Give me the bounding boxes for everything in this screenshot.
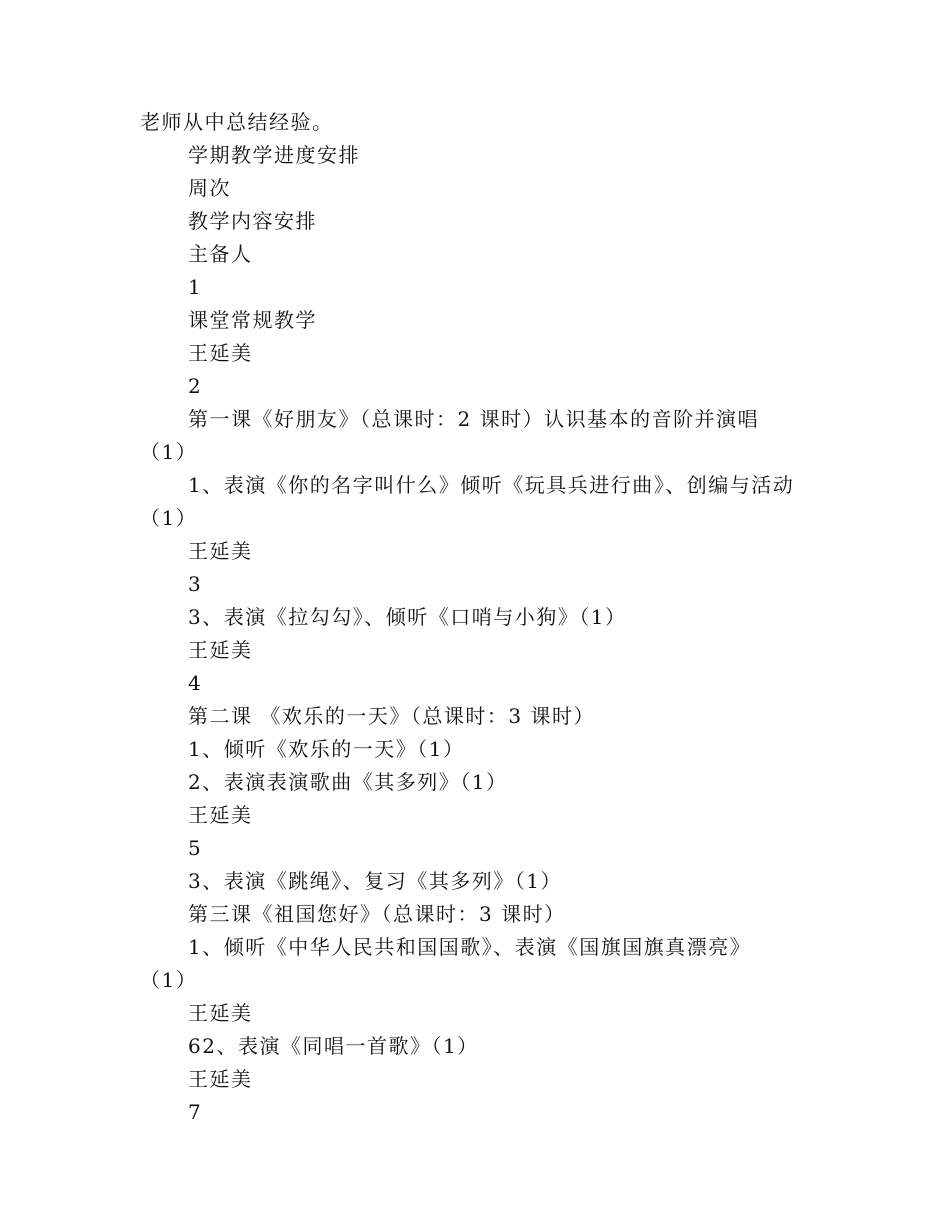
content-line: 62、表演《同唱一首歌》（1） <box>188 1034 479 1058</box>
week-number: 4 <box>188 671 203 695</box>
week-number: 3 <box>188 572 203 596</box>
week-number: 5 <box>188 836 203 860</box>
header-week: 周次 <box>188 176 231 200</box>
content-line: 1、倾听《欢乐的一天》（1） <box>188 737 465 761</box>
content-line: 1、倾听《中华人民共和国国歌》、表演《国旗国旗真漂亮》 <box>188 935 752 959</box>
content-line: 第一课《好朋友》（总课时：2 课时）认识基本的音阶并演唱 <box>188 407 760 431</box>
content-line: 第三课《祖国您好》（总课时：3 课时） <box>188 902 566 926</box>
preparer-name: 王延美 <box>188 638 253 662</box>
content-line-wrap: （1） <box>140 968 198 992</box>
header-content: 教学内容安排 <box>188 209 317 233</box>
preparer-name: 王延美 <box>188 803 253 827</box>
content-line: 3、表演《跳绳》、复习《其多列》（1） <box>188 869 562 893</box>
content-line: 1、表演《你的名字叫什么》倾听《玩具兵进行曲》、创编与活动 <box>188 473 795 497</box>
preparer-name: 王延美 <box>188 341 253 365</box>
schedule-title: 学期教学进度安排 <box>188 143 360 167</box>
content-line: 3、表演《拉勾勾》、倾听《口哨与小狗》（1） <box>188 605 627 629</box>
preparer-name: 王延美 <box>188 1067 253 1091</box>
week-number: 1 <box>188 275 203 299</box>
week-number: 7 <box>188 1100 203 1124</box>
week-number: 2 <box>188 374 203 398</box>
preparer-name: 王延美 <box>188 1001 253 1025</box>
content-line-wrap: （1） <box>140 506 198 530</box>
header-preparer: 主备人 <box>188 242 253 266</box>
content-line: 2、表演表演歌曲《其多列》（1） <box>188 770 508 794</box>
content-line-wrap: （1） <box>140 440 198 464</box>
preparer-name: 王延美 <box>188 539 253 563</box>
text-line-summary: 老师从中总结经验。 <box>140 110 334 134</box>
content-line: 课堂常规教学 <box>188 308 317 332</box>
content-line: 第二课 《欢乐的一天》（总课时：3 课时） <box>188 704 595 728</box>
